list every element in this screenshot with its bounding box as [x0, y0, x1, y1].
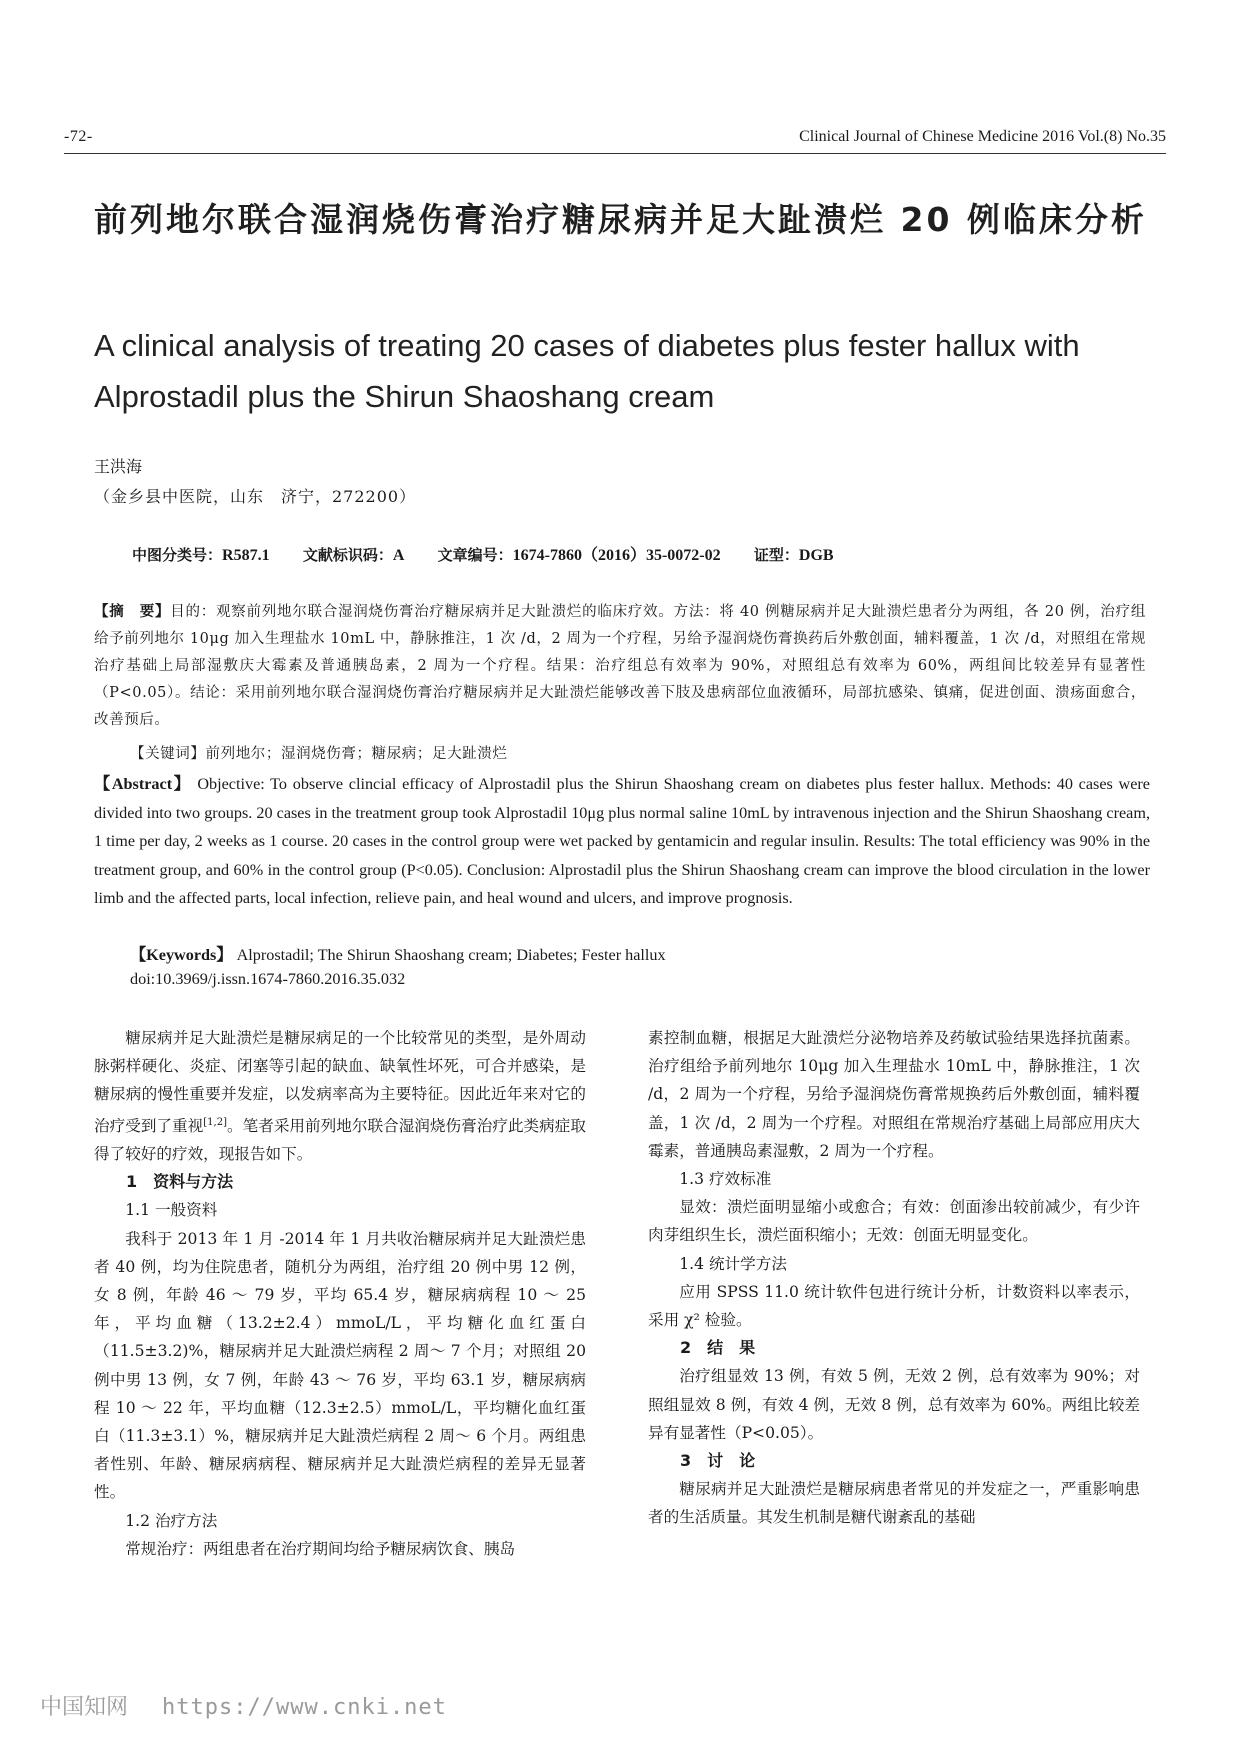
- section-heading-3: 3 讨 论: [680, 1451, 756, 1471]
- cert-type-value: DGB: [798, 547, 834, 564]
- subsection-heading-1-3: 1.3 疗效标准: [679, 1170, 772, 1189]
- intro-text-end: 。笔者采用前列地尔联合湿润烧伤膏治疗此类病症取得了较好的疗效，现报告如下。: [94, 1116, 586, 1163]
- subsection-heading-1-1: 1.1 一般资料: [125, 1201, 218, 1220]
- doc-code-value: A: [392, 547, 405, 564]
- header-rule: [64, 153, 1166, 154]
- cnki-watermark: [40, 1690, 447, 1721]
- clc-label: 中图分类号：: [132, 546, 223, 564]
- paragraph-1-2-continued: 素控制血糖，根据足大趾溃烂分泌物培养及药敏试验结果选择抗菌素。治疗组给予前列地尔 10μg 加入生理盐水 10mL 中，静脉推注，1 次 /d，2 周为一个疗程，另给予湿润烧伤膏常规换药后外敷创面，辅料覆盖，1 次 /d，2 周为一个疗程。对照组在常规治疗基础上局部应用庆大霉素，普通胰岛素湿敷，2 周为一个疗程。: [648, 1029, 1140, 1160]
- classification-line: [132, 542, 862, 565]
- doc-code-field: [303, 546, 405, 564]
- cert-type-label: 证型：: [753, 546, 799, 564]
- abstract-chinese-tag: 【摘 要】: [94, 603, 171, 620]
- keywords-english: [130, 941, 666, 965]
- cnki-site-name: 中国知网: [40, 1695, 129, 1720]
- section-heading-2: 2 结 果: [680, 1338, 756, 1358]
- abstract-english-tag: 【Abstract】: [94, 775, 192, 793]
- cnki-url: https://www.cnki.net: [162, 1695, 447, 1720]
- journal-header: Clinical Journal of Chinese Medicine 2016 Vol.(8) No.35: [799, 128, 1166, 145]
- paragraph-1-1: 我科于 2013 年 1 月 -2014 年 1 月共收治糖尿病并足大趾溃烂患者 40 例，均为住院患者，随机分为两组，治疗组 20 例中男 12 例，女 8 例，年龄 46 ～ 79 岁，平均 65.4 岁，糖尿病病程 10 ～ 25 年，平均血糖（13.2±2.4）mmoL/L，平均糖化血红蛋白（11.5±3.2)%，糖尿病并足大趾溃烂病程 2 周～ 7 个月；对照组 20 例中男 13 例，女 7 例，年龄 43 ～ 76 岁，平均 63.1 岁，糖尿病病程 10 ～ 22 年，平均血糖（12.3±2.5）mmoL/L，平均糖化血红蛋白（11.3±3.1）%，糖尿病并足大趾溃烂病程 2 周～ 6 个月。两组患者性别、年龄、糖尿病病程、糖尿病并足大趾溃烂病程的差异无显著性。: [94, 1229, 586, 1502]
- intro-citation: [1,2]: [203, 1116, 227, 1128]
- page-number: -72-: [64, 128, 93, 145]
- title-chinese: 前列地尔联合湿润烧伤膏治疗糖尿病并足大趾溃烂 20 例临床分析: [94, 200, 1147, 239]
- abstract-english-text: Objective: To observe clincial efficacy of Alprostadil plus the Shirun Shaoshang cream on diabetes plus fester hallux. Methods: 40 cases were divided into two groups. 20 cases in the treatment group took Alprostadil 10μg plus normal saline 10mL by intravenous injection and the Shirun Shaoshang cream, 1 time per day, 2 weeks as 1 course. 20 cases in the control group were wet packed by gentamicin and regular insulin. Results: The total efficiency was 90% in the treatment group, and 60% in the control group (P<0.05). Conclusion: Alprostadil plus the Shirun Shaoshang cream can improve the blood circulation in the lower limb and the affected parts, local infection, relieve pain, and heal wound and ulcers, and improve prognosis.: [94, 775, 1150, 908]
- doc-code-label: 文献标识码：: [302, 546, 393, 564]
- abstract-chinese: [94, 598, 1146, 734]
- cert-type-field: [754, 546, 834, 564]
- author-name: 王洪海: [94, 457, 143, 476]
- intro-paragraph: [94, 1024, 586, 1168]
- keywords-chinese-text: 前列地尔；湿润烧伤膏；糖尿病；足大趾溃烂: [205, 746, 508, 762]
- body-column-left: [94, 1024, 586, 1563]
- paragraph-1-4: 应用 SPSS 11.0 统计软件包进行统计分析，计数资料以率表示，采用 χ² 检验。: [648, 1282, 1140, 1330]
- abstract-english: [94, 770, 1150, 913]
- paragraph-1-2: 常规治疗：两组患者在治疗期间均给予糖尿病饮食、胰岛: [125, 1539, 516, 1558]
- section-heading-1: 1 资料与方法: [126, 1172, 234, 1192]
- keywords-english-tag: 【Keywords】: [130, 946, 233, 964]
- subsection-heading-1-2: 1.2 治疗方法: [125, 1511, 218, 1530]
- article-number-field: [438, 546, 721, 564]
- body-column-right: [648, 1024, 1140, 1532]
- paragraph-2: 治疗组显效 13 例，有效 5 例，无效 2 例，总有效率为 90%；对照组显效 8 例，有效 4 例，无效 8 例，总有效率为 60%。两组比较差异有显著性（P<0.05）。: [648, 1367, 1140, 1442]
- clc-field: [132, 546, 270, 564]
- subsection-heading-1-4: 1.4 统计学方法: [679, 1254, 787, 1273]
- clc-value: R587.1: [222, 547, 270, 564]
- abstract-chinese-text: 目的：观察前列地尔联合湿润烧伤膏治疗糖尿病并足大趾溃烂的临床疗效。方法：将 40 例糖尿病并足大趾溃烂患者分为两组，各 20 例，治疗组给予前列地尔 10μg 加入生理盐水 10mL 中，静脉推注，1 次 /d，2 周为一个疗程，另给予湿润烧伤膏换药后外敷创面，辅料覆盖，1 次 /d，对照组在常规治疗基础上局部湿敷庆大霉素及普通胰岛素，2 周为一个疗程。结果：治疗组总有效率为 90%，对照组总有效率为 60%，两组间比较差异有显著性（P<0.05）。结论：采用前列地尔联合湿润烧伤膏治疗糖尿病并足大趾溃烂能够改善下肢及患病部位血液循环，局部抗感染、镇痛，促进创面、溃疡面愈合，改善预后。: [94, 604, 1146, 728]
- title-english: A clinical analysis of treating 20 cases of diabetes plus fester hallux with Alprostadil plus the Shirun Shaoshang cream: [94, 328, 1080, 414]
- keywords-chinese: [130, 742, 508, 763]
- intro-text: 糖尿病并足大趾溃烂是糖尿病足的一个比较常见的类型，是外周动脉粥样硬化、炎症、闭塞等引起的缺血、缺氧性坏死，可合并感染，是糖尿病的慢性重要并发症，以发病率高为主要特征。因此近年来对它的治疗受到了重视: [94, 1029, 586, 1135]
- author-affiliation: （金乡县中医院，山东 济宁，272200）: [94, 487, 417, 506]
- keywords-english-text: Alprostadil; The Shirun Shaoshang cream; Diabetes; Fester hallux: [236, 946, 666, 964]
- article-number-value: 1674-7860（2016）35-0072-02: [512, 547, 721, 564]
- paragraph-1-3: 显效：溃烂面明显缩小或愈合；有效：创面渗出较前减少，有少许肉芽组织生长，溃烂面积缩小；无效：创面无明显变化。: [648, 1198, 1140, 1245]
- doi: doi:10.3969/j.issn.1674-7860.2016.35.032: [130, 970, 406, 988]
- paragraph-3: 糖尿病并足大趾溃烂是糖尿病患者常见的并发症之一，严重影响患者的生活质量。其发生机制是糖代谢紊乱的基础: [648, 1480, 1140, 1527]
- keywords-chinese-tag: 【关键词】: [130, 746, 206, 762]
- article-number-label: 文章编号：: [437, 546, 513, 564]
